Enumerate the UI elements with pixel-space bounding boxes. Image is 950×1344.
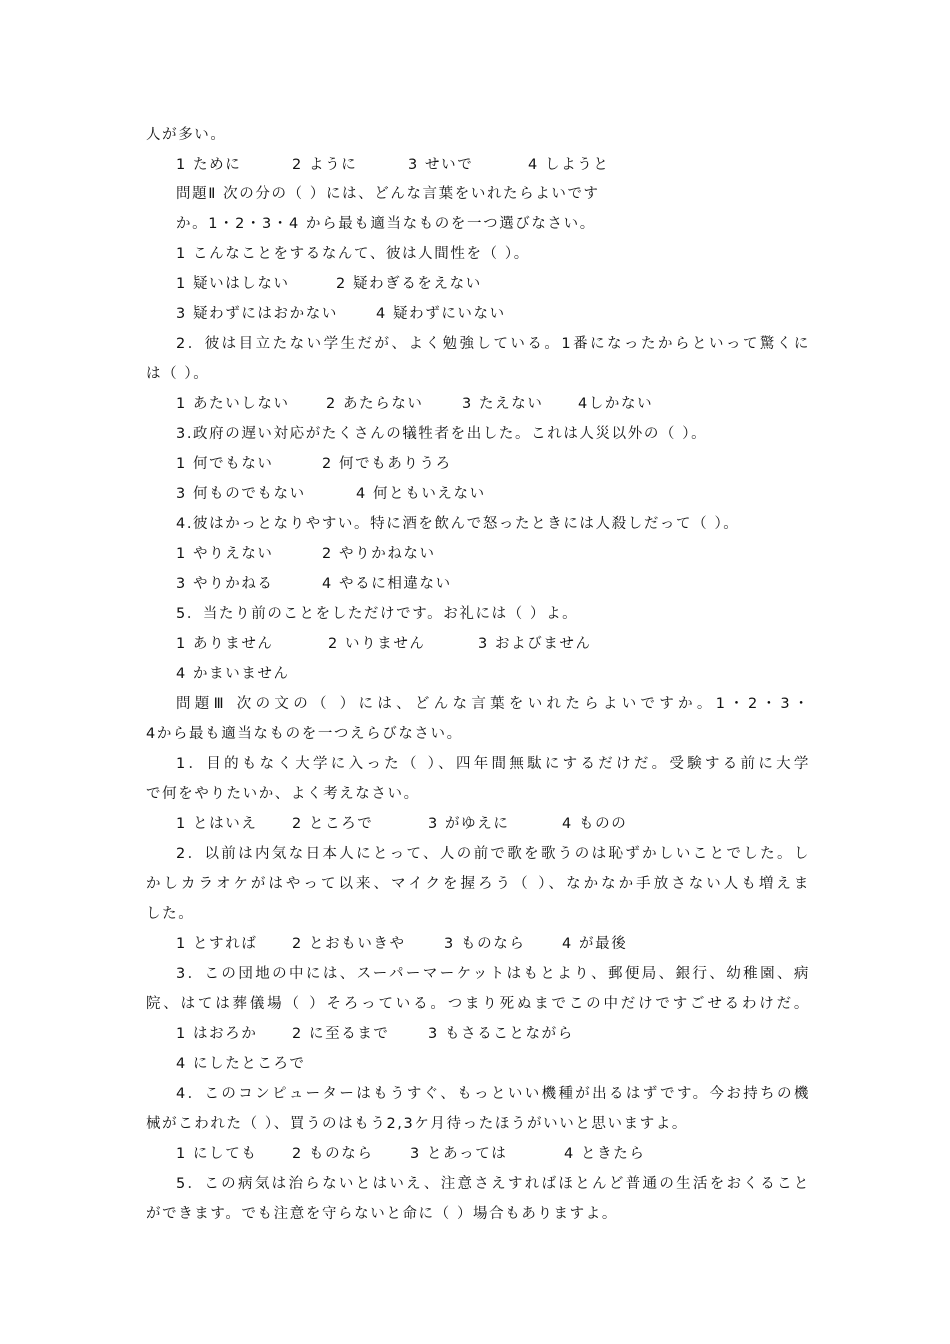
option: 1 ために	[176, 157, 242, 173]
option: 1 はおろか	[176, 1026, 258, 1042]
option: 4 疑わずにいない	[376, 306, 506, 322]
question: 3．この団地の中には、スーパーマーケットはもとより、郵便局、銀行、幼稚園、病	[176, 966, 810, 982]
answer-options	[176, 814, 810, 834]
answer-options	[176, 155, 810, 175]
text-line: 械がこわれた（ ）、買うのはもう2,3ケ月待ったほうがいいと思いますよ。	[146, 1116, 689, 1132]
option: 4 にしたところで	[176, 1056, 306, 1072]
answer-options	[176, 304, 810, 324]
option: 2 あたらない	[326, 396, 424, 412]
option: 4 ときたら	[564, 1146, 646, 1162]
text-line: は（ ）。	[146, 366, 210, 382]
option: 3 何ものでもない	[176, 486, 306, 502]
option: 1 疑いはしない	[176, 276, 290, 292]
option: 1 何でもない	[176, 456, 274, 472]
option: 2 ところで	[292, 816, 374, 832]
option: 1 あたいしない	[176, 396, 290, 412]
option: 4 やるに相違ない	[322, 576, 452, 592]
question: 2．以前は内気な日本人にとって、人の前で歌を歌うのは恥ずかしいことでした。し	[176, 846, 810, 862]
answer-options	[176, 544, 810, 564]
answer-options	[176, 394, 810, 414]
option: 4 しようと	[528, 157, 610, 173]
question: 1．目的もなく大学に入った（ ）、四年間無駄にするだけだ。受験する前に大学	[176, 756, 810, 772]
question: 5．この病気は治らないとはいえ、注意さえすればほとんど普通の生活をおくること	[176, 1176, 810, 1192]
question: 4．このコンピューターはもうすぐ、もっといい機種が出るはずです。今お持ちの機	[176, 1086, 810, 1102]
option: 2 いりません	[328, 636, 426, 652]
option: 3 がゆえに	[428, 816, 510, 832]
option: 1 とすれば	[176, 936, 258, 952]
text-line: した。	[146, 906, 195, 922]
question: 5．当たり前のことをしただけです。お礼には（ ）よ。	[176, 606, 579, 622]
section-heading: 問題Ⅱ 次の分の（ ）には、どんな言葉をいれたらよいです	[176, 186, 600, 202]
option: 2 に至るまで	[292, 1026, 390, 1042]
option: 3 疑わずにはおかない	[176, 306, 338, 322]
text-line: 人が多い。	[146, 127, 227, 143]
option: 1 にしても	[176, 1146, 258, 1162]
option: 1 とはいえ	[176, 816, 258, 832]
option: 3 ものなら	[444, 936, 526, 952]
text-line: ができます。でも注意を守らないと命に（ ）場合もありますよ。	[146, 1206, 618, 1222]
option: 4 かまいません	[176, 666, 290, 682]
answer-options	[176, 934, 810, 954]
option: 4しかない	[578, 396, 654, 412]
option: 4 何ともいえない	[356, 486, 486, 502]
answer-options	[176, 634, 810, 654]
option: 3 およびません	[478, 636, 592, 652]
option: 4 ものの	[562, 816, 628, 832]
option: 3 もさることながら	[428, 1026, 574, 1042]
answer-options	[176, 454, 810, 474]
option: 3 せいで	[408, 157, 474, 173]
text-line: 院、はては葬儀場（ ）そろっている。つまり死ぬまでこの中だけですごせるわけだ。	[146, 996, 810, 1012]
option: 4 が最後	[562, 936, 628, 952]
option: 2 やりかねない	[322, 546, 436, 562]
answer-options	[176, 574, 810, 594]
answer-options	[176, 274, 810, 294]
text-line: かしカラオケがはやって以来、マイクを握ろう（ ）、なかなか手放さない人も増えま	[146, 876, 810, 892]
answer-options	[176, 484, 810, 504]
question: 3.政府の遅い対応がたくさんの犠牲者を出した。これは人災以外の（ ）。	[176, 426, 708, 442]
section-heading: 問題Ⅲ 次の文の（ ）には、どんな言葉をいれたらよいですか。1・2・3・	[176, 696, 810, 712]
option: 3 やりかねる	[176, 576, 274, 592]
question: 2．彼は目立たない学生だが、よく勉強している。1番になったからといって驚くに	[176, 336, 810, 352]
option: 3 とあっては	[410, 1146, 508, 1162]
option: 2 ものなら	[292, 1146, 374, 1162]
option: 3 たえない	[462, 396, 544, 412]
text-line: か。1・2・3・4 から最も適当なものを一つ選びなさい。	[176, 216, 596, 232]
answer-options	[176, 1144, 810, 1164]
option: 1 ありません	[176, 636, 274, 652]
text-line: 4から最も適当なものを一つえらびなさい。	[146, 726, 463, 742]
option: 2 何でもありうろ	[322, 456, 452, 472]
option: 2 ように	[292, 157, 358, 173]
question: 4.彼はかっとなりやすい。特に酒を飲んで怒ったときには人殺しだって（ ）。	[176, 516, 740, 532]
option: 2 とおもいきや	[292, 936, 406, 952]
question: 1 こんなことをするなんて、彼は人間性を（ ）。	[176, 246, 530, 262]
option: 2 疑わぎるをえない	[336, 276, 482, 292]
answer-options	[176, 1024, 810, 1044]
option: 1 やりえない	[176, 546, 274, 562]
text-line: で何をやりたいか、よく考えなさい。	[146, 786, 420, 802]
